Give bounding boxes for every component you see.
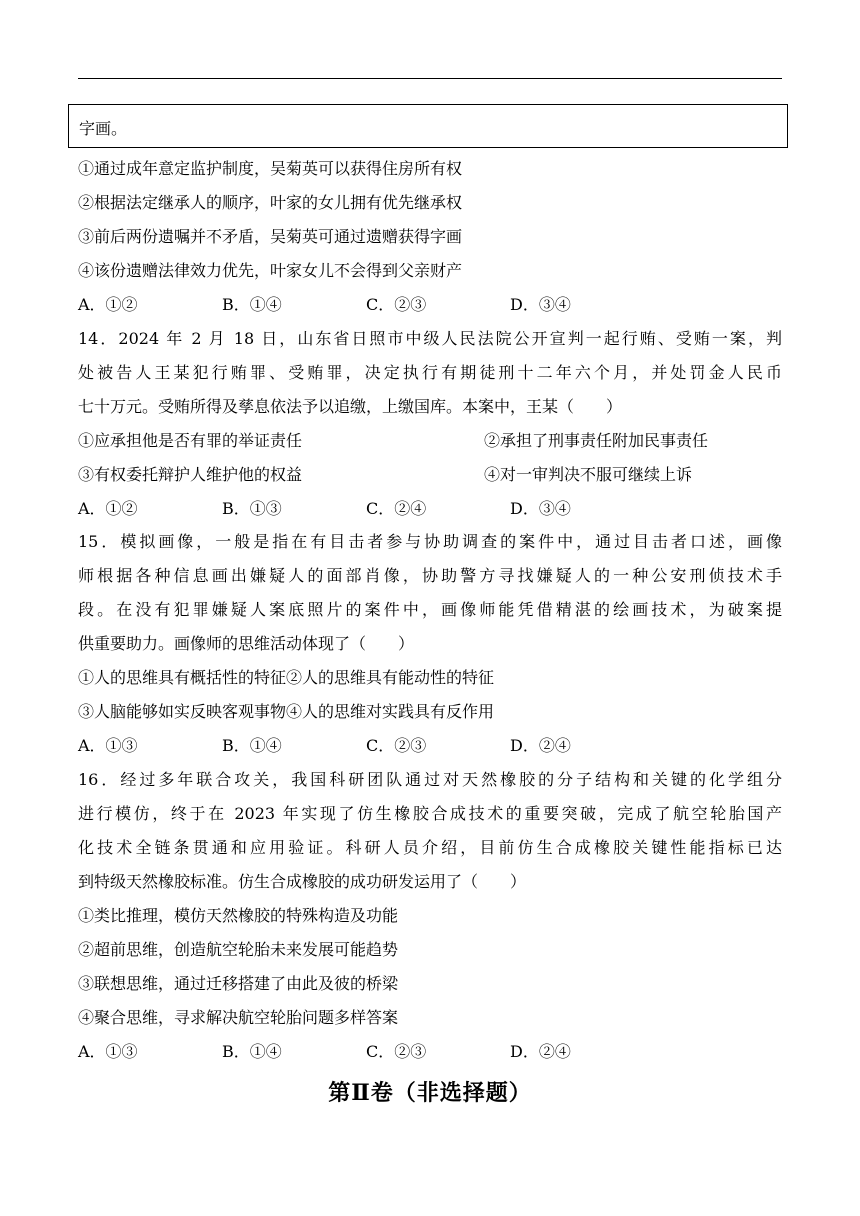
q13-option-d: D．③④	[510, 295, 571, 314]
q13-item-2: ②根据法定继承人的顺序，叶家的女儿拥有优先继承权	[78, 193, 463, 212]
q15-item-row-1: ①人的思维具有概括性的特征②人的思维具有能动性的特征	[78, 668, 495, 687]
q15-option-d: D．②④	[510, 736, 571, 755]
q14-stem-line-3: 七十万元。受贿所得及孳息依法予以追缴，上缴国库。本案中，王某（ ）	[78, 397, 623, 416]
q16-stem-line-4: 到特级天然橡胶标准。仿生合成橡胶的成功研发运用了（ ）	[78, 872, 527, 891]
q16-stem-line-1: 16．经过多年联合攻关，我国科研团队通过对天然橡胶的分子结构和关键的化学组分	[78, 770, 782, 789]
q15-item-row-2: ③人脑能够如实反映客观事物④人的思维对实践具有反作用	[78, 702, 495, 721]
section-heading: 第Ⅱ卷（非选择题）	[328, 1080, 532, 1106]
q13-option-a: A．①②	[78, 295, 138, 314]
q16-option-b: B．①④	[222, 1042, 282, 1061]
q14-item-2: ②承担了刑事责任附加民事责任	[484, 431, 709, 450]
q14-item-1: ①应承担他是否有罪的举证责任	[78, 431, 303, 450]
header-rule	[78, 78, 782, 79]
q15-option-b: B．①④	[222, 736, 282, 755]
q15-stem-line-2: 师根据各种信息画出嫌疑人的面部肖像，协助警方寻找嫌疑人的一种公安刑侦技术手	[78, 566, 782, 585]
q14-option-c: C．②④	[366, 499, 427, 518]
q16-option-a: A．①③	[78, 1042, 138, 1061]
q16-item-1: ①类比推理，模仿天然橡胶的特殊构造及功能	[78, 906, 399, 925]
q14-stem-line-1: 14．2024 年 2 月 18 日，山东省日照市中级人民法院公开宣判一起行贿、受贿一案，判	[78, 329, 782, 348]
continued-material-box	[68, 104, 788, 148]
q16-item-4: ④聚合思维，寻求解决航空轮胎问题多样答案	[78, 1008, 399, 1027]
q16-item-2: ②超前思维，创造航空轮胎未来发展可能趋势	[78, 940, 399, 959]
q13-option-c: C．②③	[366, 295, 427, 314]
q15-stem-line-4: 供重要助力。画像师的思维活动体现了（ ）	[78, 634, 415, 653]
q13-item-4: ④该份遗赠法律效力优先，叶家女儿不会得到父亲财产	[78, 261, 463, 280]
q13-item-1: ①通过成年意定监护制度，吴菊英可以获得住房所有权	[78, 159, 463, 178]
q16-item-3: ③联想思维，通过迁移搭建了由此及彼的桥梁	[78, 974, 399, 993]
q14-item-3: ③有权委托辩护人维护他的权益	[78, 465, 303, 484]
q16-option-d: D．②④	[510, 1042, 571, 1061]
q15-option-c: C．②③	[366, 736, 427, 755]
q13-item-3: ③前后两份遗嘱并不矛盾，吴菊英可通过遗赠获得字画	[78, 227, 463, 246]
q16-option-c: C．②③	[366, 1042, 427, 1061]
q14-item-4: ④对一审判决不服可继续上诉	[484, 465, 693, 484]
q14-option-d: D．③④	[510, 499, 571, 518]
q14-option-a: A．①②	[78, 499, 138, 518]
continued-material-text: 字画。	[79, 119, 128, 138]
q14-stem-line-2: 处被告人王某犯行贿罪、受贿罪，决定执行有期徒刑十二年六个月，并处罚金人民币	[78, 363, 782, 382]
q13-option-b: B．①④	[222, 295, 282, 314]
q15-option-a: A．①③	[78, 736, 138, 755]
q15-stem-line-1: 15．模拟画像，一般是指在有目击者参与协助调查的案件中，通过目击者口述，画像	[78, 532, 782, 551]
q16-stem-line-3: 化技术全链条贯通和应用验证。科研人员介绍，目前仿生合成橡胶关键性能指标已达	[78, 838, 782, 857]
q14-option-b: B．①③	[222, 499, 282, 518]
q16-stem-line-2: 进行模仿，终于在 2023 年实现了仿生橡胶合成技术的重要突破，完成了航空轮胎国产	[78, 804, 782, 823]
q15-stem-line-3: 段。在没有犯罪嫌疑人案底照片的案件中，画像师能凭借精湛的绘画技术，为破案提	[78, 600, 782, 619]
